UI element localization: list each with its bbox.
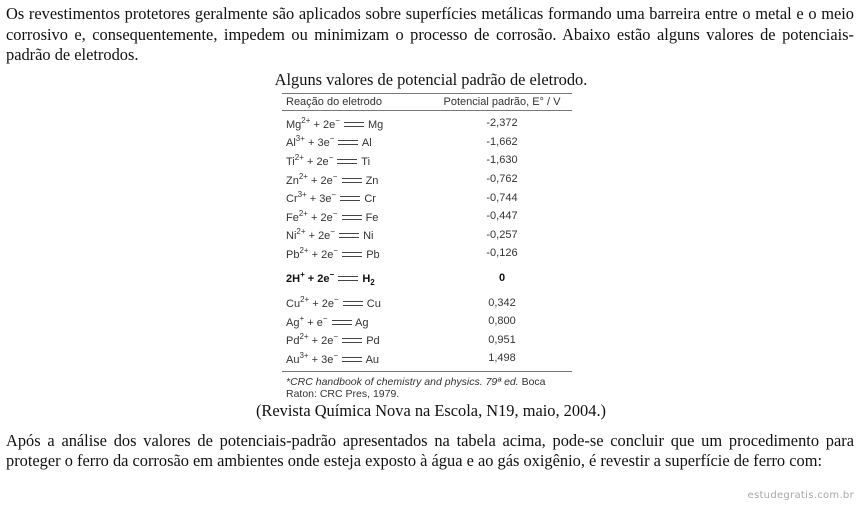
reaction-cell: $Zn^{2+} + 2e^-$ Zn — [286, 171, 379, 187]
ion-charge: + — [300, 269, 305, 279]
electron-charge: − — [329, 134, 335, 144]
equilibrium-arrow-icon — [338, 276, 358, 282]
equilibrium-arrow-icon — [342, 338, 362, 344]
electrons: 3e — [321, 353, 334, 366]
table-row — [282, 293, 572, 312]
product: Mg — [368, 118, 384, 131]
product: Au — [365, 353, 380, 366]
footnote-rest: Boca Raton: CRC Pres, 1979. — [286, 375, 546, 400]
header-reaction: Reação do eletrodo — [286, 96, 383, 108]
reactant-ion: Zn — [286, 174, 299, 187]
reaction-cell: $Cr^{3+} + 3e^-$ Cr — [286, 190, 376, 206]
ion-charge: 3+ — [295, 134, 305, 144]
electrons: 2e — [320, 211, 333, 224]
table-header-rule — [282, 110, 572, 111]
potential-cell: -0,744 — [486, 191, 518, 204]
reactant-ion: Mg — [286, 118, 302, 131]
ion-charge: 3+ — [299, 350, 309, 360]
ion-charge: + — [299, 313, 305, 323]
equilibrium-arrow-icon — [342, 252, 362, 258]
ion-charge: 2+ — [299, 332, 309, 342]
table-row — [282, 170, 572, 189]
electrons: 2e — [321, 248, 334, 261]
question-paragraph: Após a análise dos valores de potenciais-padrão apresentados na tabela acima, pode-se concluir que um procedimento para proteger o ferro da corrosão em ambientes onde esteja exposto à água e ao gás oxigênio, é revestir a superfície de ferro com: — [6, 431, 854, 470]
reaction-cell: $Fe^{2+} + 2e^-$ Fe — [286, 208, 379, 224]
table-row — [282, 226, 572, 245]
potential-cell: 1,498 — [488, 352, 516, 365]
electron-charge: − — [333, 245, 339, 255]
product: Al — [361, 137, 372, 150]
table-row — [282, 331, 572, 350]
reactant-ion: Cr — [286, 193, 298, 206]
ion-charge: 2+ — [298, 171, 308, 181]
electrons: 3e — [317, 137, 330, 150]
reactant-ion: Al — [286, 137, 296, 150]
potential-cell: 0 — [498, 272, 506, 285]
electrons: 2e — [321, 298, 334, 311]
potential-cell: -2,372 — [486, 117, 518, 130]
table-row — [282, 349, 572, 368]
equilibrium-arrow-icon — [338, 140, 358, 146]
potential-cell: -1,662 — [486, 135, 518, 148]
potential-cell: -0,447 — [486, 210, 518, 223]
table-row — [282, 188, 572, 207]
product-subscript: 2 — [370, 277, 375, 287]
reactant-ion: Ni — [286, 230, 297, 243]
electron-charge: − — [328, 152, 334, 162]
reactant-ion: Ag — [286, 316, 300, 329]
table-row — [282, 114, 572, 133]
reaction-cell: $Mg^{2+} + 2e^-$ Mg — [286, 115, 384, 131]
equilibrium-arrow-icon — [339, 233, 359, 239]
electrons: 2e — [318, 230, 331, 243]
intro-paragraph: Os revestimentos protetores geralmente são aplicados sobre superfícies metálicas formando uma barreira entre o metal e o meio corrosivo e, consequentemente, impedem ou minimizam o processo de corrosão. Abaixo estão alguns valores de potenciais-padrão de eletrodos. — [6, 4, 854, 64]
ion-charge: 2+ — [294, 152, 304, 162]
ion-charge: 2+ — [296, 227, 306, 237]
table-row — [282, 244, 572, 263]
electrons: 2e — [322, 118, 336, 131]
table-row — [282, 207, 572, 226]
reaction-cell: $Ni^{2+} + 2e^-$ Ni — [286, 227, 374, 243]
reaction-cell: $Au^{3+} + 3e^-$ Au — [286, 350, 380, 366]
equilibrium-arrow-icon — [337, 159, 357, 165]
electrode-potential-table — [282, 93, 572, 400]
product: Pb — [366, 248, 380, 261]
product: Fe — [365, 211, 379, 224]
reactant-ion: Au — [286, 353, 300, 366]
potential-cell: 0,342 — [488, 296, 516, 309]
product: Cu — [366, 298, 381, 311]
ion-charge: 3+ — [297, 190, 307, 200]
table-row — [282, 269, 572, 288]
potential-cell: 0,951 — [488, 333, 516, 346]
electron-charge: − — [330, 227, 335, 237]
equilibrium-arrow-icon — [342, 357, 362, 363]
electron-charge: − — [332, 208, 338, 218]
reactant-ion: Ti — [286, 155, 295, 168]
equilibrium-arrow-icon — [342, 215, 362, 221]
electron-charge: − — [331, 190, 337, 200]
reaction-cell: $Ti^{2+} + 2e^-$ Ti — [286, 152, 371, 168]
electron-charge: − — [333, 295, 339, 305]
reactant-ion: Fe — [286, 211, 299, 224]
equilibrium-arrow-icon — [344, 122, 364, 128]
watermark: estudegratis.com.br — [747, 490, 854, 501]
table-title: Alguns valores de potencial padrão de eletrodo. — [274, 70, 588, 89]
product: H — [362, 272, 371, 285]
electrons: 2e — [316, 155, 329, 168]
reaction-cell: $Pb^{2+} + 2e^-$ Pb — [286, 245, 380, 261]
equilibrium-arrow-icon — [343, 301, 363, 307]
potential-cell: 0,800 — [488, 315, 516, 328]
ion-charge: 2+ — [301, 115, 311, 125]
equilibrium-arrow-icon — [340, 196, 360, 202]
electron-charge: − — [332, 171, 338, 181]
table-row — [282, 312, 572, 331]
header-potential: Potencial padrão, E° / V — [443, 96, 561, 108]
equilibrium-arrow-icon — [342, 178, 362, 184]
electrons: 2e — [320, 174, 333, 187]
electrons: 2e — [321, 335, 334, 348]
electron-charge: − — [333, 332, 339, 342]
potential-cell: -0,762 — [486, 173, 518, 186]
ion-charge: 2+ — [298, 208, 308, 218]
reactant-ion: 2H — [286, 272, 301, 285]
footnote-italic: *CRC handbook of chemistry and physics. 79ª ed. — [286, 375, 519, 388]
table-footnote — [282, 372, 572, 400]
electrons: e — [316, 316, 323, 329]
reactant-ion: Pd — [286, 335, 300, 348]
table-row — [282, 151, 572, 170]
potential-cell: -1,630 — [486, 154, 518, 167]
electron-charge: − — [335, 115, 340, 125]
reaction-cell: Ag+ + e− Ag — [286, 313, 369, 329]
product: Ni — [363, 230, 374, 243]
table-body — [282, 114, 572, 368]
electron-charge: − — [322, 313, 328, 323]
reaction-cell: 2H+ + 2e− $H_2$ — [286, 269, 375, 287]
ion-charge: 2+ — [299, 245, 309, 255]
electrons: 2e — [317, 272, 330, 285]
potential-cell: -0,126 — [486, 247, 518, 260]
table-row — [282, 133, 572, 152]
reaction-cell: $Pd^{2+} + 2e^-$ Pd — [286, 332, 380, 348]
equilibrium-arrow-icon — [332, 320, 352, 326]
product: Cr — [364, 193, 376, 206]
reactant-ion: Cu — [286, 298, 301, 311]
ion-charge: 2+ — [300, 295, 310, 305]
table-header — [282, 94, 572, 110]
electrons: 3e — [319, 193, 332, 206]
product: Ti — [361, 155, 371, 168]
reaction-cell: $Al^{3+} + 3e^-$ Al — [286, 134, 372, 150]
product: Ag — [355, 316, 369, 329]
electron-charge: − — [333, 350, 339, 360]
electron-charge: − — [329, 269, 335, 279]
reactant-ion: Pb — [286, 248, 300, 261]
product: Zn — [365, 174, 379, 187]
source-citation: (Revista Química Nova na Escola, N19, maio, 2004.) — [255, 401, 607, 420]
potential-cell: -0,257 — [486, 228, 518, 241]
product: Pd — [366, 335, 380, 348]
reaction-cell: $Cu^{2+} + 2e^-$ Cu — [286, 295, 381, 311]
